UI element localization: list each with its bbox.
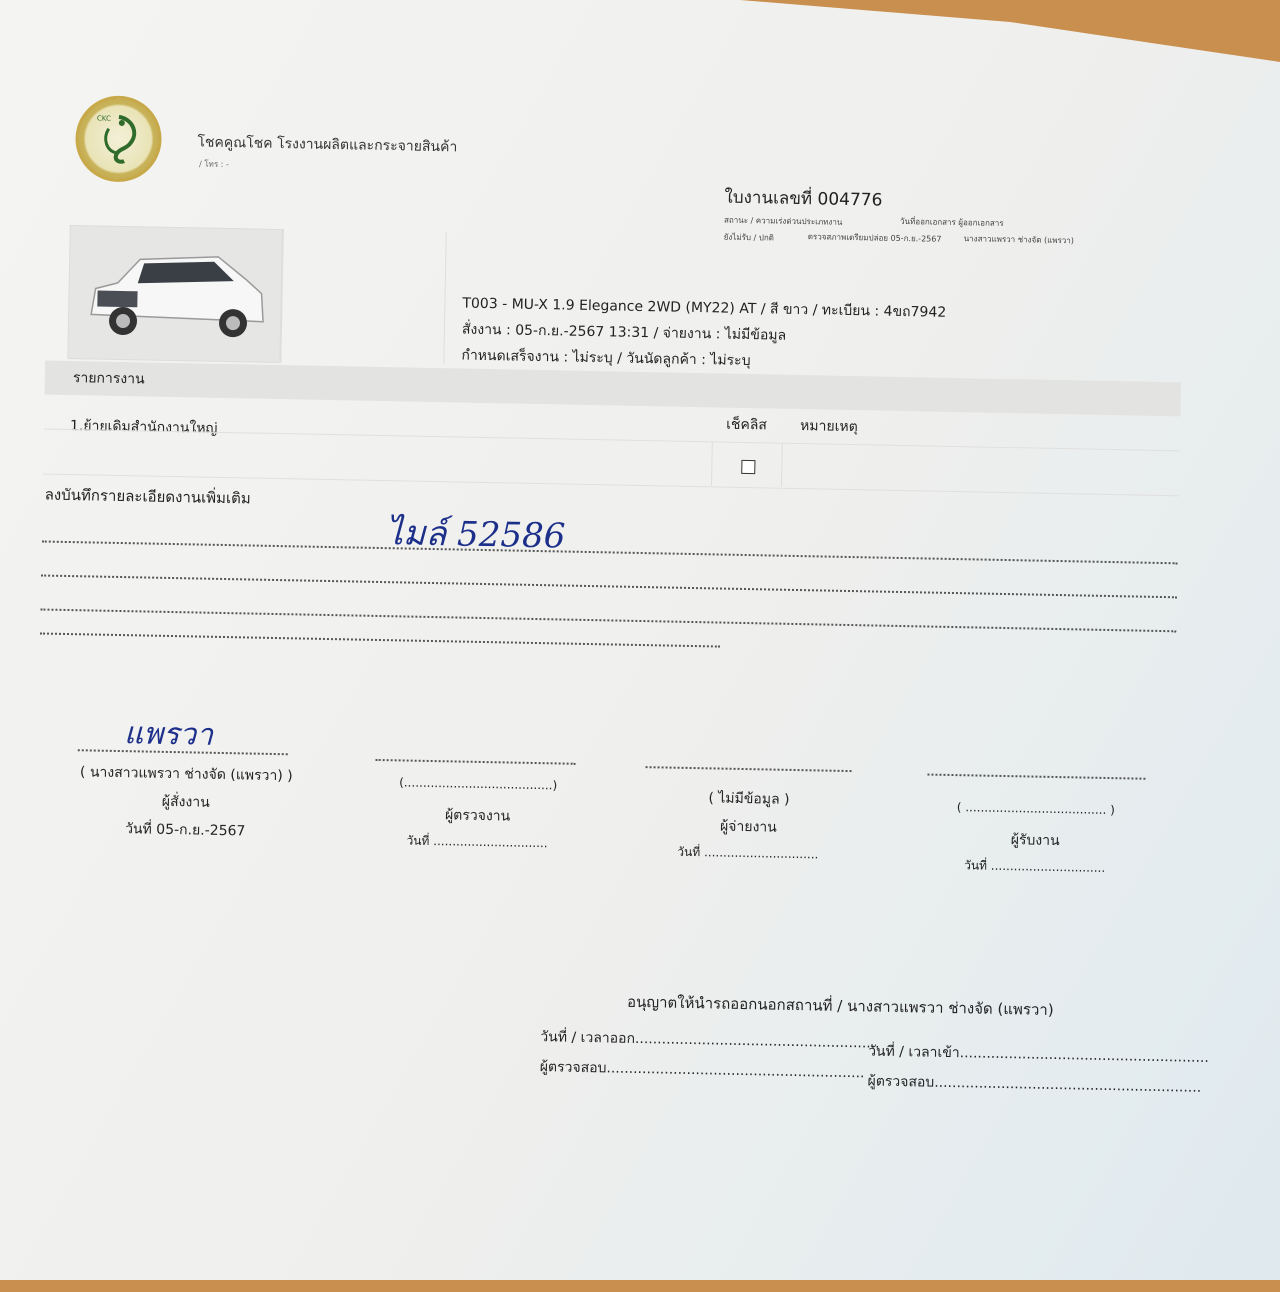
permit-title: อนุญาตให้นำรถออกนอกสถานที่ / นางสาวแพรวา ช่างจัด (แพรวา) <box>626 992 1054 1020</box>
naga-emblem-icon <box>88 108 149 169</box>
inspector-role: ผู้ตรวจงาน <box>444 807 511 825</box>
meta-issue-label: วันที่ออกเอกสาร ผู้ออกเอกสาร <box>899 216 1004 228</box>
vehicle-info-line1: T003 - MU-X 1.9 Elegance 2WD (MY22) AT / สี ขาว / ทะเบียน : 4ขถ7942 <box>462 295 947 321</box>
permit-in-checker: ผู้ตรวจสอบ............................................................ <box>867 1073 1202 1096</box>
signature-line <box>927 774 1145 780</box>
note-line <box>40 632 720 647</box>
inspector-date: วันที่ .............................. <box>406 833 548 851</box>
meta-check-value: ตรวจสภาพเตรียมปล่อย 05-ก.ย.-2567 <box>807 232 942 244</box>
receiver-name: ( ..................................... ) <box>956 800 1116 818</box>
signature-line <box>646 766 852 772</box>
column-checklist: เช็คลิส <box>725 416 768 434</box>
task-item: 1.ย้ายเดิมสำนักงานใหญ่ <box>69 418 218 437</box>
permit-in-time: วันที่ / เวลาเข้า........................................................ <box>867 1043 1210 1066</box>
dispatcher-date: วันที่ .............................. <box>677 844 819 862</box>
divider <box>443 232 447 364</box>
logo-text: CKC <box>96 114 111 123</box>
note-line <box>40 608 1176 632</box>
note-line <box>41 574 1177 598</box>
orderer-date: วันที่ 05-ก.ย.-2567 <box>124 821 246 840</box>
dispatcher-role: ผู้จ่ายงาน <box>719 818 777 836</box>
company-logo <box>75 95 163 183</box>
vehicle-info-line2: สั่งงาน : 05-ก.ย.-2567 13:31 / จ่ายงาน : ไม่มีข้อมูล <box>461 321 787 344</box>
meta-status-value: ยังไม่รับ / ปกติ <box>723 232 775 243</box>
company-name: โชคคูณโชค โรงงานผลิตและกระจายสินค้า <box>197 134 458 156</box>
signature-line <box>376 759 576 765</box>
document-number: ใบงานเลขที่ 004776 <box>724 187 883 211</box>
task-checkbox[interactable] <box>741 460 755 474</box>
receiver-date: วันที่ .............................. <box>964 858 1106 875</box>
note-line <box>42 540 1178 564</box>
company-phone: / โทร : - <box>198 159 229 170</box>
vehicle-photo <box>67 225 284 363</box>
vehicle-info-line3: กำหนดเสร็จงาน : ไม่ระบุ / วันนัดลูกค้า : ไม่ระบุ <box>461 347 751 370</box>
permit-out-checker: ผู้ตรวจสอบ.......................................................... <box>539 1059 865 1082</box>
orderer-role: ผู้สั่งงาน <box>161 793 210 811</box>
orderer-signature: แพรวา <box>123 716 214 753</box>
meta-status-label: สถานะ / ความเร่งด่วนประเภทงาน <box>723 215 843 227</box>
orderer-name: ( นางสาวแพรวา ช่างจัด (แพรวา) ) <box>79 764 293 785</box>
notes-title: ลงบันทึกรายละเอียดงานเพิ่มเติม <box>44 485 251 508</box>
suv-car-icon <box>76 232 274 356</box>
inspector-name: (.......................................) <box>399 775 558 793</box>
column-remark: หมายเหตุ <box>799 418 858 436</box>
permit-out-time: วันที่ / เวลาออก....................................................... <box>540 1029 880 1052</box>
handwritten-mileage: ไมล์ 52586 <box>385 513 566 557</box>
receiver-role: ผู้รับงาน <box>1010 832 1060 850</box>
dispatcher-name: ( ไม่มีข้อมูล ) <box>708 790 790 808</box>
meta-issuer-value: นางสาวแพรวา ช่างจัด (แพรวา) <box>963 234 1075 246</box>
tasks-section-title: รายการงาน <box>72 370 145 388</box>
